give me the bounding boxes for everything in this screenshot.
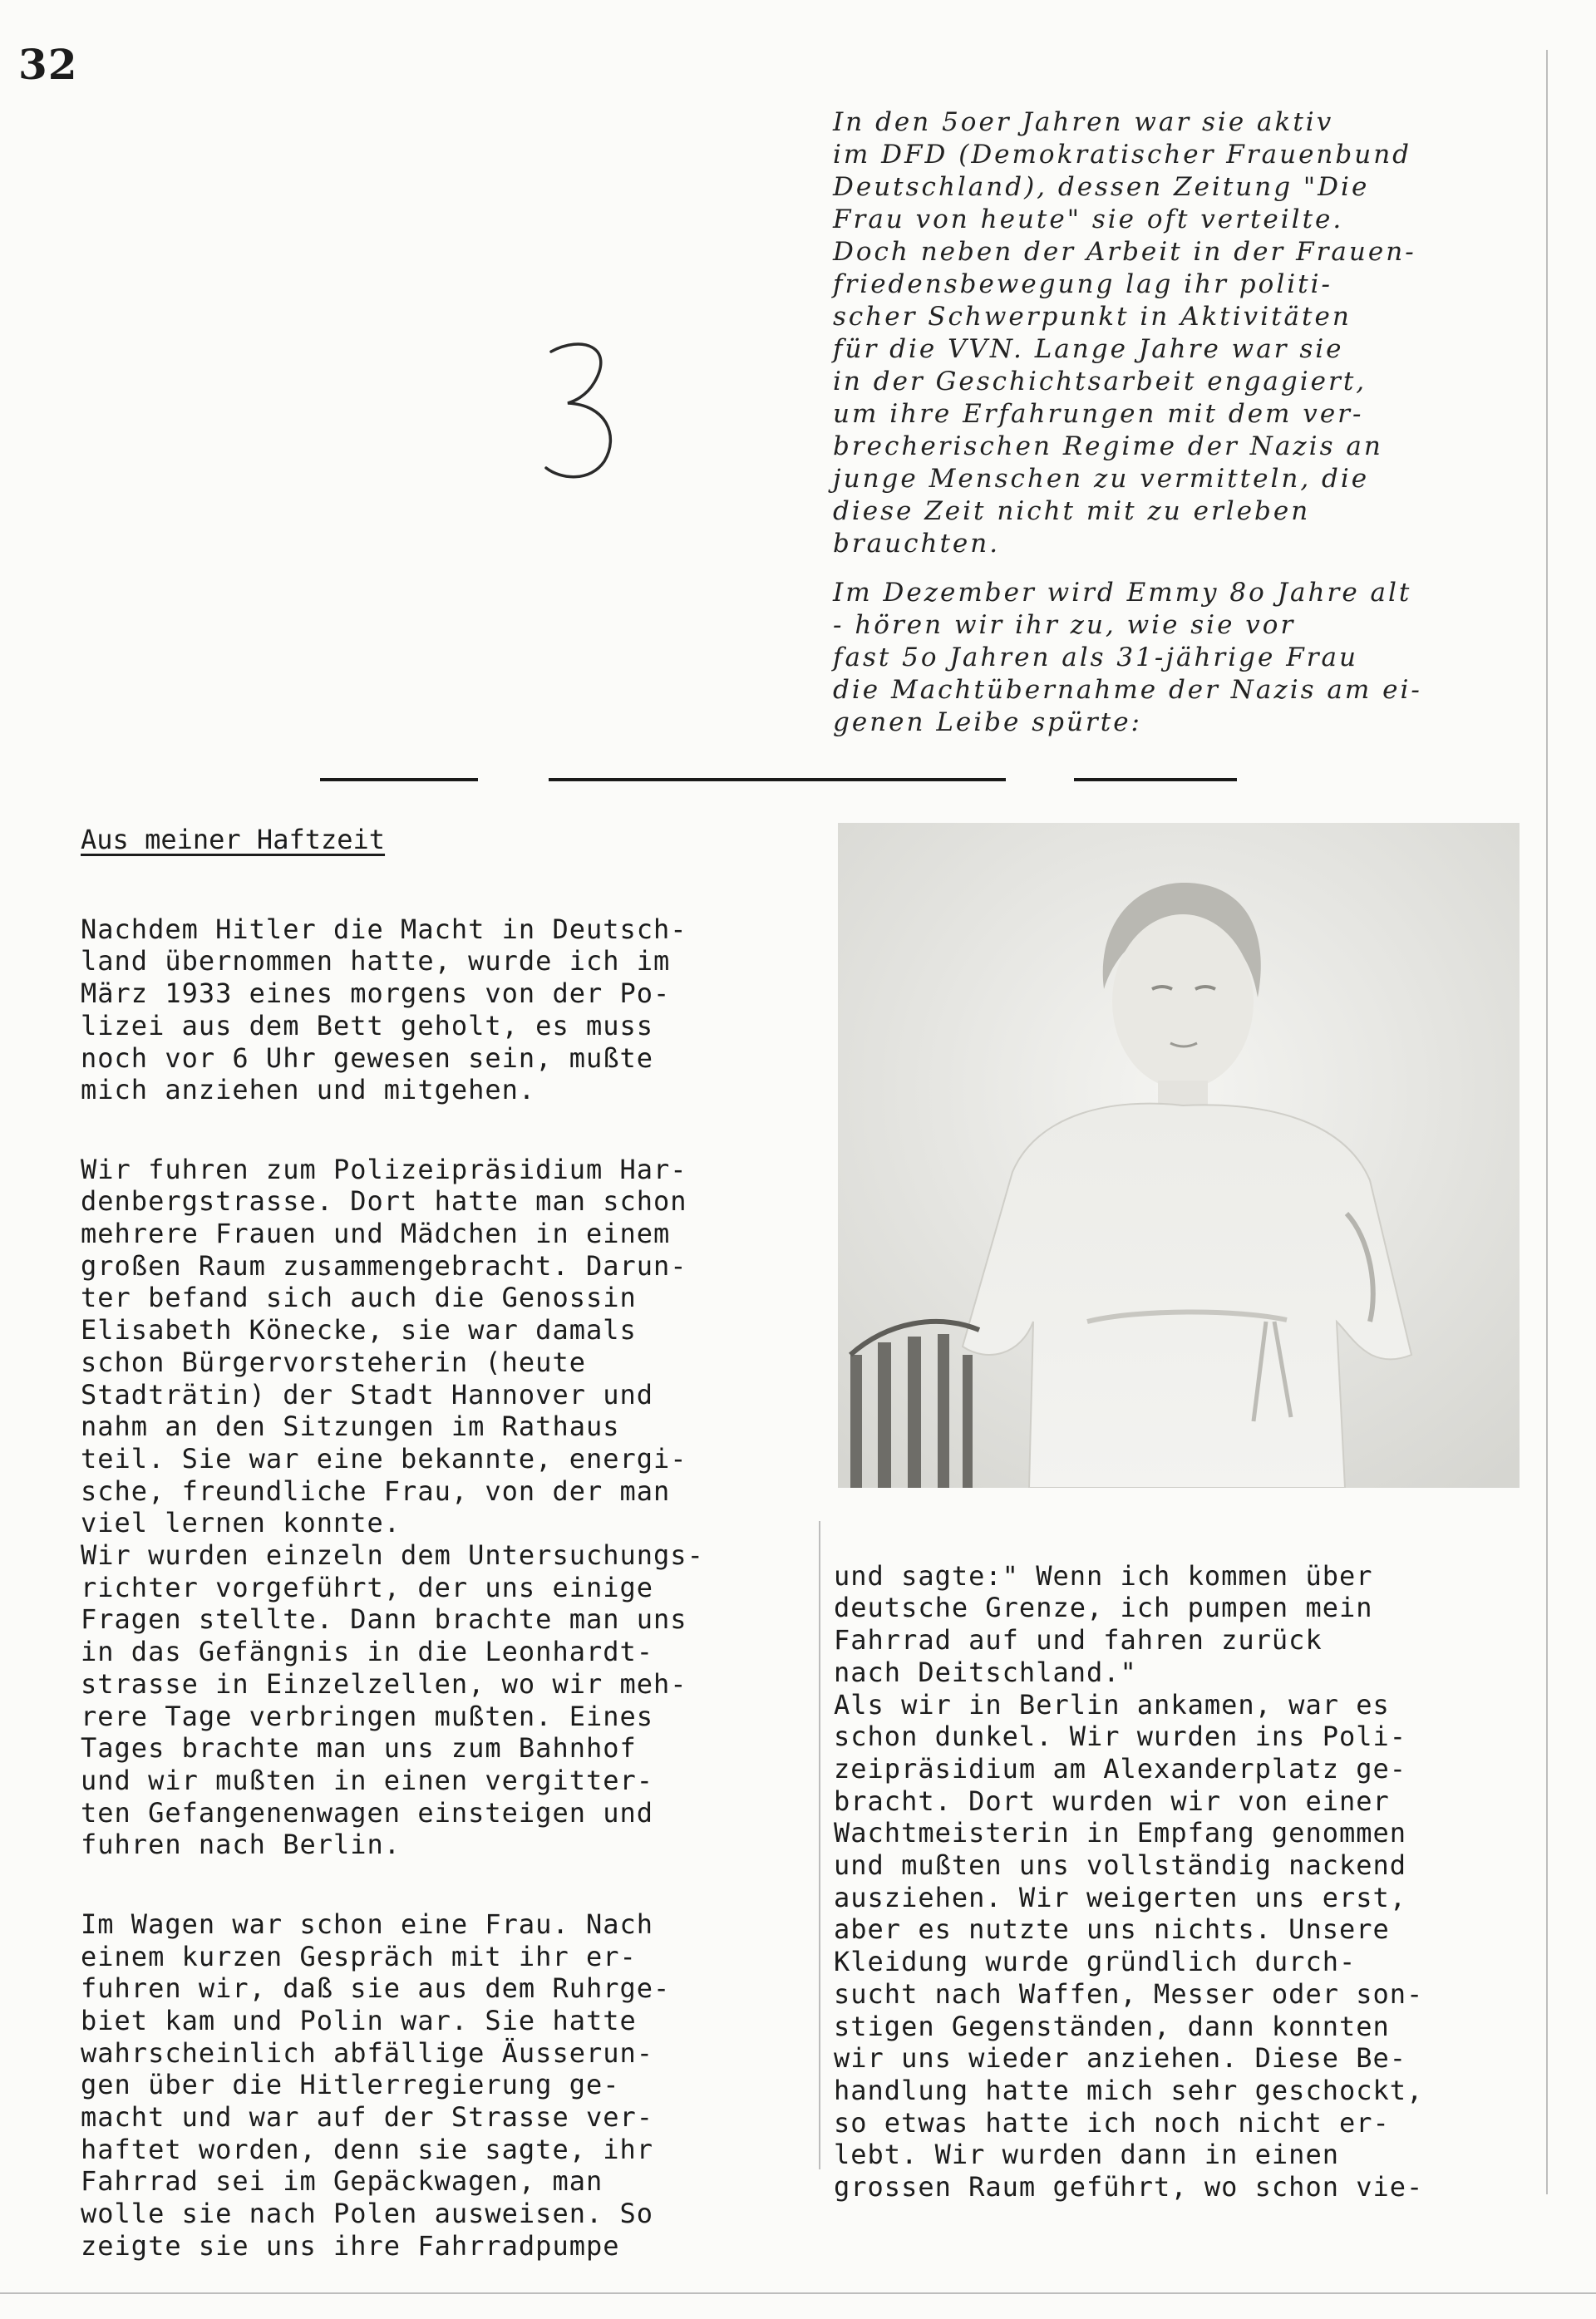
intro-paragraph: Im Dezember wird Emmy 8o Jahre alt - hören wir ihr zu, wie sie vor fast 5o Jahren als 31-jährige Frau die Machtübernahme der Nazis am ei- genen Leibe spürte: [833,578,1422,737]
page-bottom-line [0,2292,1596,2294]
page-number: 32 [18,40,78,89]
column-margin-line [819,1521,820,2169]
article-right-column [834,1528,1549,2250]
article-left-column [81,881,812,2309]
section-divider [1074,778,1237,781]
portrait-image [838,823,1520,1488]
intro-paragraph: In den 5oer Jahren war sie aktiv im DFD (Demokratischer Frauenbund Deutschland), dessen Zeitung "Die Frau von heute" sie oft verteilte. Doch neben der Arbeit in der Frauen- friedensbewegung lag ihr politi- scher Schwerpunkt in Aktivitäten für die VVN. Lange Jahre war sie in der Geschichtsarbeit engagiert, um ihre Erfahrungen mit dem ver- brecherischen Regime der Nazis an junge Menschen zu vermitteln, die diese Zeit nicht mit zu erleben brauchten. [833,107,1416,559]
article-paragraph: und sagte:" Wenn ich kommen über deutsche Grenze, ich pumpen mein Fahrrad auf und fahren zurück nach Deitschland." Als wir in Berlin ankamen, war es schon dunkel. Wir wurden ins Poli- zeipräsidium am Alexanderplatz ge- bracht. Dort wurden wir von einer Wachtmeisterin in Empfang genommen und mußten uns vollständig nackend ausziehen. Wir weigerten uns erst, aber es nutzte uns nichts. Unsere Kleidung wurde gründlich durch- sucht nach Waffen, Messer oder son- stigen Gegenständen, dann konnten wir uns wieder anziehen. Diese Be- handlung hatte mich sehr geschockt, so etwas hatte ich noch nicht er- lebt. Wir wurden dann in einen grossen Raum geführt, wo schon vie- [834,1559,1424,2203]
article-title: Aus meiner Haftzeit [81,824,386,855]
portrait-photo [838,823,1520,1488]
intro-text [833,106,1523,756]
article-paragraph: Im Wagen war schon eine Frau. Nach einem kurzen Gespräch mit ihr er- fuhren wir, daß sie aus dem Ruhrge- biet kam und Polin war. Sie hatte wahrscheinlich abfällige Äusserun- gen über die Hitlerregierung ge- macht und war auf der Strasse ver- haftet worden, denn sie sagte, ihr Fahrrad sei im Gepäckwagen, man wolle sie nach Polen ausweisen. So zeigte sie uns ihre Fahrradpumpe [81,1908,671,2262]
article-paragraph: Wir fuhren zum Polizeipräsidium Har- denbergstrasse. Dort hatte man schon mehrere Frauen und Mädchen in einem großen Raum zusammengebracht. Darun- ter befand sich auch die Genossin Elisabeth Könecke, sie war damals schon Bürgervorsteherin (heute Stadträtin) der Stadt Hannover und nahm an den Sitzungen im Rathaus teil. Sie war eine bekannte, energi- sche, freundliche Frau, von der man viel lernen konnte. Wir wurden einzeln dem Untersuchungs- richter vorgeführt, der uns einige Fragen stellte. Dann brachte man uns in das Gefängnis in die Leonhardt- strasse in Einzelzellen, wo wir meh- rere Tage verbringen mußten. Eines Tages brachte man uns zum Bahnhof und wir mußten in einen vergitter- ten Gefangenenwagen einsteigen und fuhren nach Berlin. [81,1153,704,1861]
article-paragraph: Nachdem Hitler die Macht in Deutsch- land übernommen hatte, wurde ich im März 1933 eines morgens von der Po- lizei aus dem Bett geholt, es muss noch vor 6 Uhr gewesen sein, mußte mich anziehen und mitgehen. [81,913,687,1106]
section-divider [549,778,1006,781]
handwritten-number-mark [536,337,628,486]
section-divider [320,778,478,781]
